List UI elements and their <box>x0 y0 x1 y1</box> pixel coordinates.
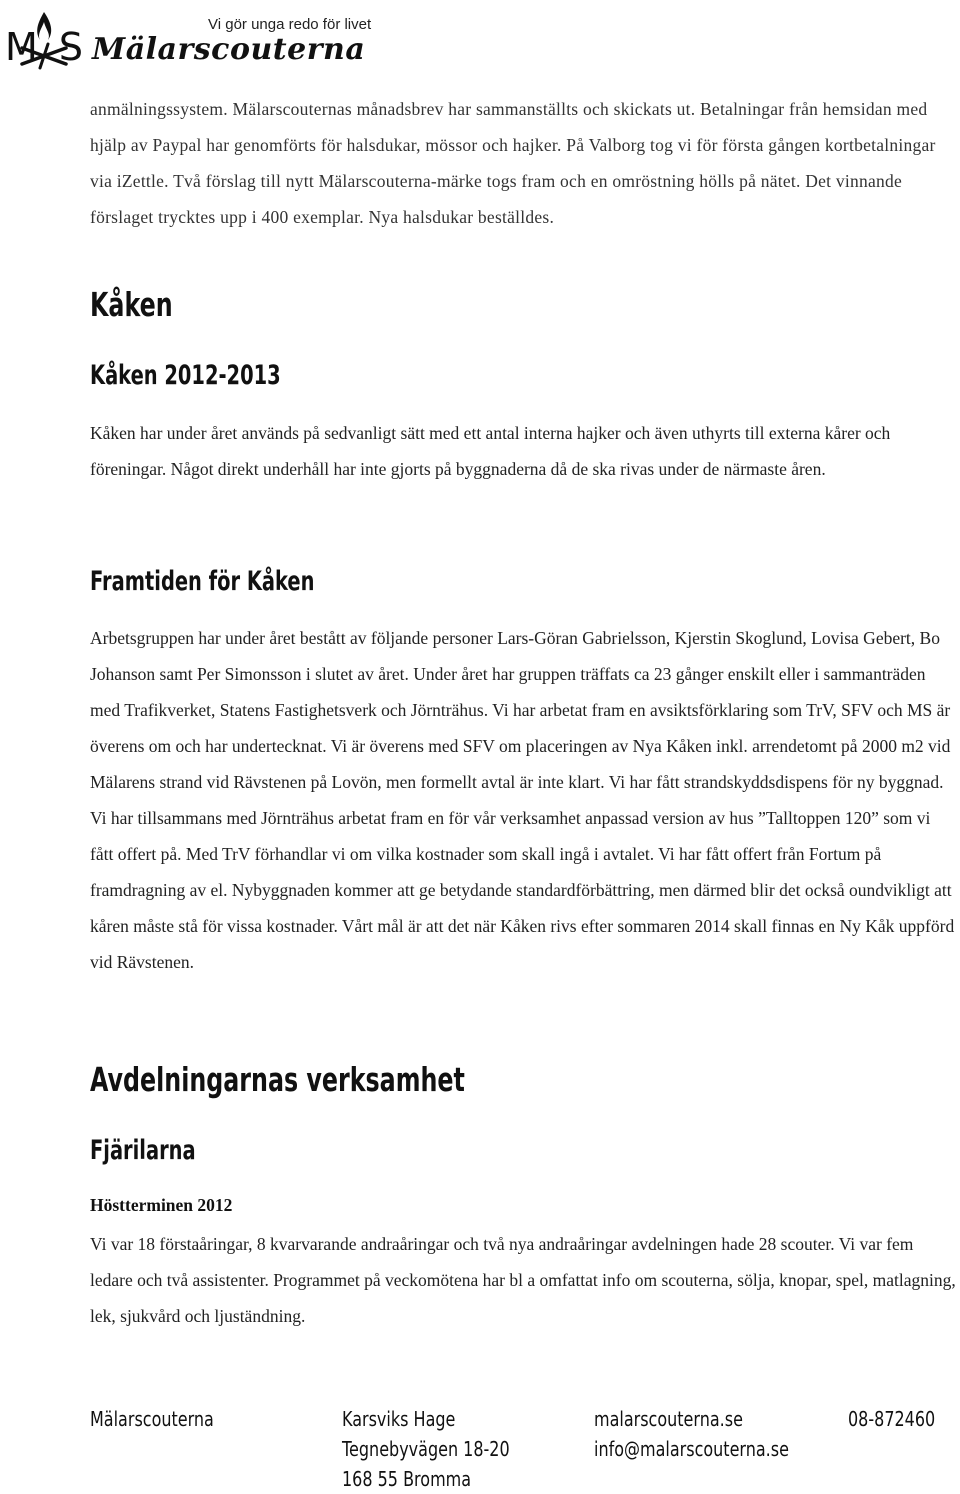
footer-email-link[interactable]: info@malarscouterna.se <box>594 1437 789 1461</box>
term-paragraph: Vi var 18 förstaåringar, 8 kvarvarande andraåringar och två nya andraåringar avdelningen hade 28 scouter. Vi var fem ledare och två assistenter. Programmet på veckomötena har bl a omfattat info om scouterna, sölja, knopar, spel, matlagning, lek, sjukvård och ljuständning. <box>90 1234 956 1326</box>
kaken-future-paragraph: Arbetsgruppen har under året bestått av följande personer Lars-Göran Gabrielsson, Kjerstin Skoglund, Lovisa Gebert, Bo Johanson samt Per Simonsson i slutet av året. Under året har gruppen träffats ca 23 gånger enskilt eller i sammanträden med Trafikverket, Statens Fastighetsverk och Jörnträhus. Vi har arbetat fram en avsiktsförklaring som TrV, SFV och MS är överens om och har undertecknat. Vi är överens med SFV om placeringen av Nya Kåken inkl. arrendetomt på 2000 m2 vid Mälarens strand vid Rävstenen på Lovön, men formellt avtal är inte klart. Vi har fått strandskyddsdispens för ny byggnad. Vi har tillsammans med Jörnträhus arbetat fram en för vår verksamhet anpassad version av hus ”Talltoppen 120” som vi fått offert på. Med TrV förhandlar vi om vilka kostnader som skall ingå i avtalet. Vi har fått offert från Fortum på framdragning av el. Nybyggnaden kommer att ge betydande standardförbättring, men därmed blir det också oundvikligt att kåren måste stå för vissa kostnader. Vårt mål är att det när Kåken rivs efter sommaren 2014 skall finnas en Ny Kåk uppförd vid Rävstenen. <box>90 628 955 972</box>
footer-website-link[interactable]: malarscouterna.se <box>594 1407 743 1431</box>
logo-initials: MS <box>5 25 83 69</box>
footer-phone: 08-872460 <box>848 1407 936 1431</box>
heading-fjarilarna: Fjärilarna <box>90 1135 196 1166</box>
footer <box>0 1404 960 1491</box>
tagline: Vi gör unga redo för livet <box>208 16 372 33</box>
heading-kaken-season: Kåken 2012-2013 <box>90 360 281 391</box>
term-heading: Höstterminen 2012 <box>90 1195 233 1215</box>
intro-paragraph: anmälningssystem. Mälarscouternas månadsbrev har sammanställts och skickats ut. Betalningar från hemsidan med hjälp av Paypal har genomförts för halsdukar, mössor och hajker. På Valborg tog vi för första gången kortbetalningar via iZettle. Två förslag till nytt Mälarscouterna-märke togs fram och en omröstning hölls på nätet. Det vinnande förslaget trycktes upp i 400 exemplar. Nya halsdukar beställdes. <box>90 99 936 227</box>
footer-org: Mälarscouterna <box>90 1407 214 1431</box>
brand-name: Mälarscouterna <box>92 32 366 67</box>
header-logo <box>4 4 384 76</box>
term-section <box>90 1226 958 1334</box>
footer-web-column <box>594 1404 789 1464</box>
heading-kaken-future: Framtiden för Kåken <box>90 566 315 597</box>
kaken-season-section <box>90 415 958 487</box>
term-label <box>90 1195 232 1216</box>
footer-place: Karsviks Hage <box>342 1407 456 1431</box>
footer-org-column <box>90 1404 214 1434</box>
footer-street: Tegnebyvägen 18-20 <box>342 1437 510 1461</box>
footer-postal: 168 55 Bromma <box>342 1467 472 1491</box>
section-title-kaken: Kåken <box>90 285 173 324</box>
campfire-logo-icon <box>4 8 84 72</box>
section-title-avdelningar: Avdelningarnas verksamhet <box>90 1060 465 1099</box>
kaken-future-section <box>90 620 958 980</box>
kaken-season-paragraph: Kåken har under året används på sedvanligt sätt med ett antal interna hajker och även uthyrts till externa kårer och föreningar. Något direkt underhåll har inte gjorts på byggnaderna då de ska rivas under de närmaste åren. <box>90 423 891 479</box>
footer-phone-column <box>848 1404 935 1434</box>
intro-section <box>90 91 958 235</box>
